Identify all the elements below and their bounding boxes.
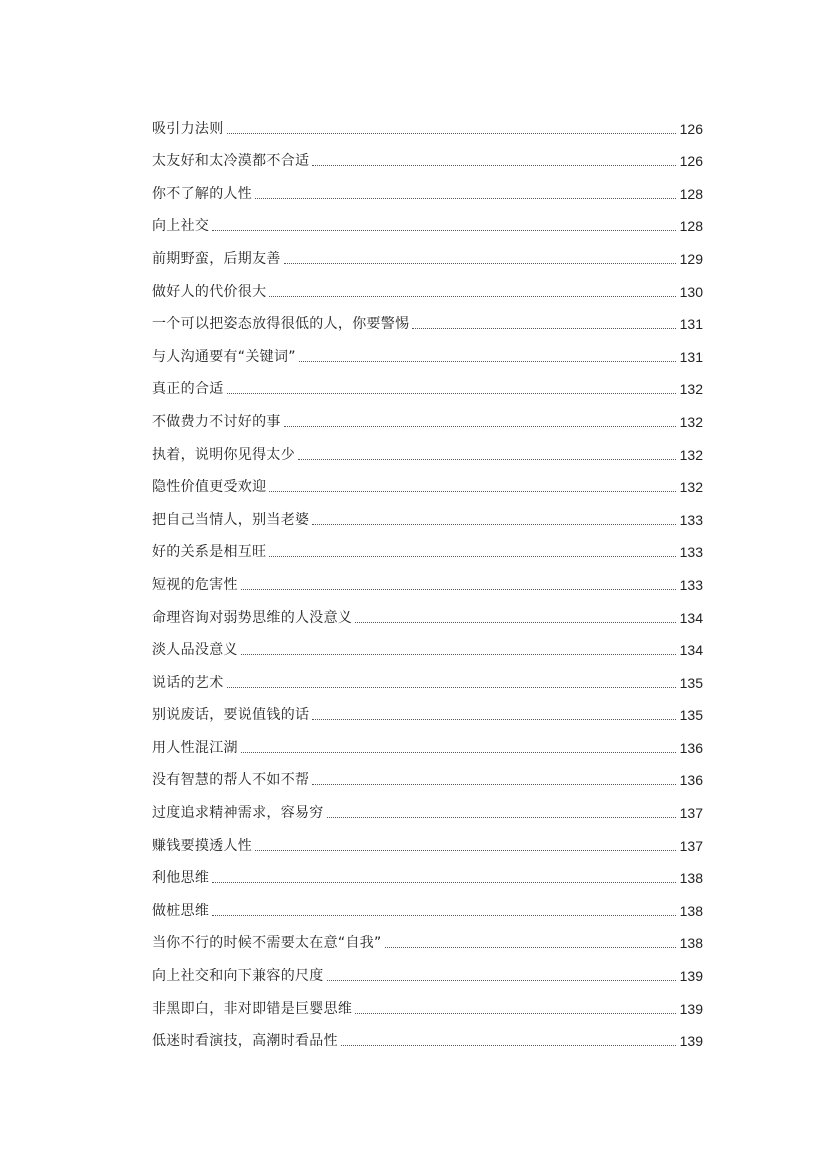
toc-entry[interactable] — [152, 331, 703, 364]
toc-entry-page-number: 133 — [679, 544, 703, 561]
toc-entry-title: 命理咨询对弱势思维的人没意义 — [152, 609, 353, 626]
toc-dot-leader — [269, 556, 675, 557]
toc-entry-title: 执着，说明你见得太少 — [152, 446, 295, 463]
toc-entry-title: 好的关系是相互旺 — [152, 544, 267, 561]
toc-entry-page-number: 131 — [679, 348, 703, 365]
toc-entry-page-number: 133 — [679, 511, 703, 528]
toc-entry-title: 没有智慧的帮人不如不帮 — [152, 772, 310, 789]
toc-entry-title: 与人沟通要有“关键词” — [152, 348, 296, 365]
toc-dot-leader — [212, 230, 675, 231]
toc-entry-title: 隐性价值更受欢迎 — [152, 479, 267, 496]
toc-dot-leader — [241, 654, 676, 655]
toc-dot-leader — [312, 524, 675, 525]
toc-entry[interactable] — [152, 885, 703, 918]
toc-dot-leader — [227, 133, 676, 134]
toc-dot-leader — [327, 817, 676, 818]
toc-dot-leader — [327, 980, 676, 981]
toc-entry-title: 你不了解的人性 — [152, 185, 253, 202]
toc-entry-page-number: 137 — [679, 805, 703, 822]
toc-entry-page-number: 134 — [679, 642, 703, 659]
toc-dot-leader — [241, 589, 676, 590]
toc-entry-page-number: 132 — [679, 446, 703, 463]
toc-entry[interactable] — [152, 722, 703, 755]
toc-entry[interactable] — [152, 527, 703, 560]
toc-entry-page-number: 138 — [679, 902, 703, 919]
toc-dot-leader — [212, 915, 675, 916]
toc-entry-title: 真正的合适 — [152, 381, 224, 398]
toc-dot-leader — [241, 752, 676, 753]
toc-dot-leader — [312, 719, 675, 720]
toc-entry[interactable] — [152, 559, 703, 592]
toc-entry-page-number: 136 — [679, 739, 703, 756]
toc-entry-page-number: 128 — [679, 218, 703, 235]
toc-dot-leader — [355, 622, 675, 623]
toc-entry-title: 短视的危害性 — [152, 576, 238, 593]
toc-entry-page-number: 132 — [679, 381, 703, 398]
toc-entry-title: 淡人品没意义 — [152, 642, 238, 659]
toc-entry-page-number: 138 — [679, 870, 703, 887]
table-of-contents — [152, 103, 703, 1048]
toc-dot-leader — [284, 426, 676, 427]
toc-entry[interactable] — [152, 1016, 703, 1049]
toc-entry-title: 做桩思维 — [152, 902, 210, 919]
toc-entry-page-number: 139 — [679, 968, 703, 985]
toc-entry-page-number: 132 — [679, 479, 703, 496]
toc-dot-leader — [312, 165, 675, 166]
toc-entry-title: 用人性混江湖 — [152, 739, 238, 756]
toc-dot-leader — [269, 296, 675, 297]
toc-dot-leader — [269, 491, 675, 492]
toc-entry[interactable] — [152, 592, 703, 625]
toc-entry[interactable] — [152, 657, 703, 690]
toc-dot-leader — [298, 459, 676, 460]
toc-entry-page-number: 135 — [679, 707, 703, 724]
toc-entry[interactable] — [152, 918, 703, 951]
toc-entry-title: 赚钱要摸透人性 — [152, 837, 253, 854]
toc-entry[interactable] — [152, 853, 703, 886]
toc-entry[interactable] — [152, 136, 703, 169]
toc-dot-leader — [255, 198, 676, 199]
toc-entry-title: 前期野蛮，后期友善 — [152, 250, 281, 267]
toc-entry-title: 向上社交 — [152, 218, 210, 235]
toc-entry-title: 非黑即白，非对即错是巨婴思维 — [152, 1000, 353, 1017]
toc-entry-page-number: 139 — [679, 1000, 703, 1017]
toc-dot-leader — [299, 361, 676, 362]
toc-entry-page-number: 128 — [679, 185, 703, 202]
toc-entry[interactable] — [152, 168, 703, 201]
toc-dot-leader — [355, 1013, 675, 1014]
toc-entry-title: 吸引力法则 — [152, 120, 224, 137]
toc-entry[interactable] — [152, 266, 703, 299]
toc-entry-title: 做好人的代价很大 — [152, 283, 267, 300]
toc-entry-page-number: 126 — [679, 153, 703, 170]
toc-entry[interactable] — [152, 103, 703, 136]
toc-entry-page-number: 138 — [679, 935, 703, 952]
toc-entry[interactable] — [152, 429, 703, 462]
toc-entry[interactable] — [152, 233, 703, 266]
toc-entry-title: 不做费力不讨好的事 — [152, 413, 281, 430]
toc-entry-title: 太友好和太冷漠都不合适 — [152, 153, 310, 170]
toc-entry-page-number: 134 — [679, 609, 703, 626]
toc-entry-page-number: 130 — [679, 283, 703, 300]
toc-entry-page-number: 135 — [679, 674, 703, 691]
toc-entry-title: 一个可以把姿态放得很低的人，你要警惕 — [152, 316, 410, 333]
toc-entry-page-number: 131 — [679, 316, 703, 333]
toc-dot-leader — [227, 687, 676, 688]
toc-entry-page-number: 132 — [679, 413, 703, 430]
toc-entry-page-number: 137 — [679, 837, 703, 854]
toc-dot-leader — [412, 328, 675, 329]
toc-entry-page-number: 136 — [679, 772, 703, 789]
toc-entry[interactable] — [152, 299, 703, 332]
toc-entry-title: 过度追求精神需求，容易穷 — [152, 805, 324, 822]
toc-dot-leader — [255, 850, 676, 851]
toc-entry[interactable] — [152, 787, 703, 820]
toc-entry-page-number: 126 — [679, 120, 703, 137]
toc-entry[interactable] — [152, 690, 703, 723]
toc-entry-page-number: 129 — [679, 250, 703, 267]
toc-entry-title: 别说废话，要说值钱的话 — [152, 707, 310, 724]
toc-entry[interactable] — [152, 625, 703, 658]
toc-entry[interactable] — [152, 494, 703, 527]
toc-entry[interactable] — [152, 396, 703, 429]
toc-entry[interactable] — [152, 201, 703, 234]
toc-dot-leader — [284, 263, 676, 264]
toc-entry[interactable] — [152, 983, 703, 1016]
toc-entry-page-number: 139 — [679, 1033, 703, 1050]
toc-entry[interactable] — [152, 755, 703, 788]
toc-entry[interactable] — [152, 950, 703, 983]
toc-dot-leader — [341, 1045, 676, 1046]
toc-dot-leader — [312, 784, 675, 785]
toc-dot-leader — [212, 882, 675, 883]
toc-entry-title: 当你不行的时候不需要太在意“自我” — [152, 935, 382, 952]
toc-entry-page-number: 133 — [679, 576, 703, 593]
toc-entry-title: 低迷时看演技，高潮时看品性 — [152, 1033, 338, 1050]
toc-dot-leader — [385, 947, 676, 948]
toc-entry-title: 说话的艺术 — [152, 674, 224, 691]
toc-entry-title: 向上社交和向下兼容的尺度 — [152, 968, 324, 985]
toc-entry-title: 把自己当情人，别当老婆 — [152, 511, 310, 528]
toc-entry[interactable] — [152, 364, 703, 397]
toc-entry[interactable] — [152, 462, 703, 495]
toc-dot-leader — [227, 393, 676, 394]
toc-entry-title: 利他思维 — [152, 870, 210, 887]
toc-entry[interactable] — [152, 820, 703, 853]
